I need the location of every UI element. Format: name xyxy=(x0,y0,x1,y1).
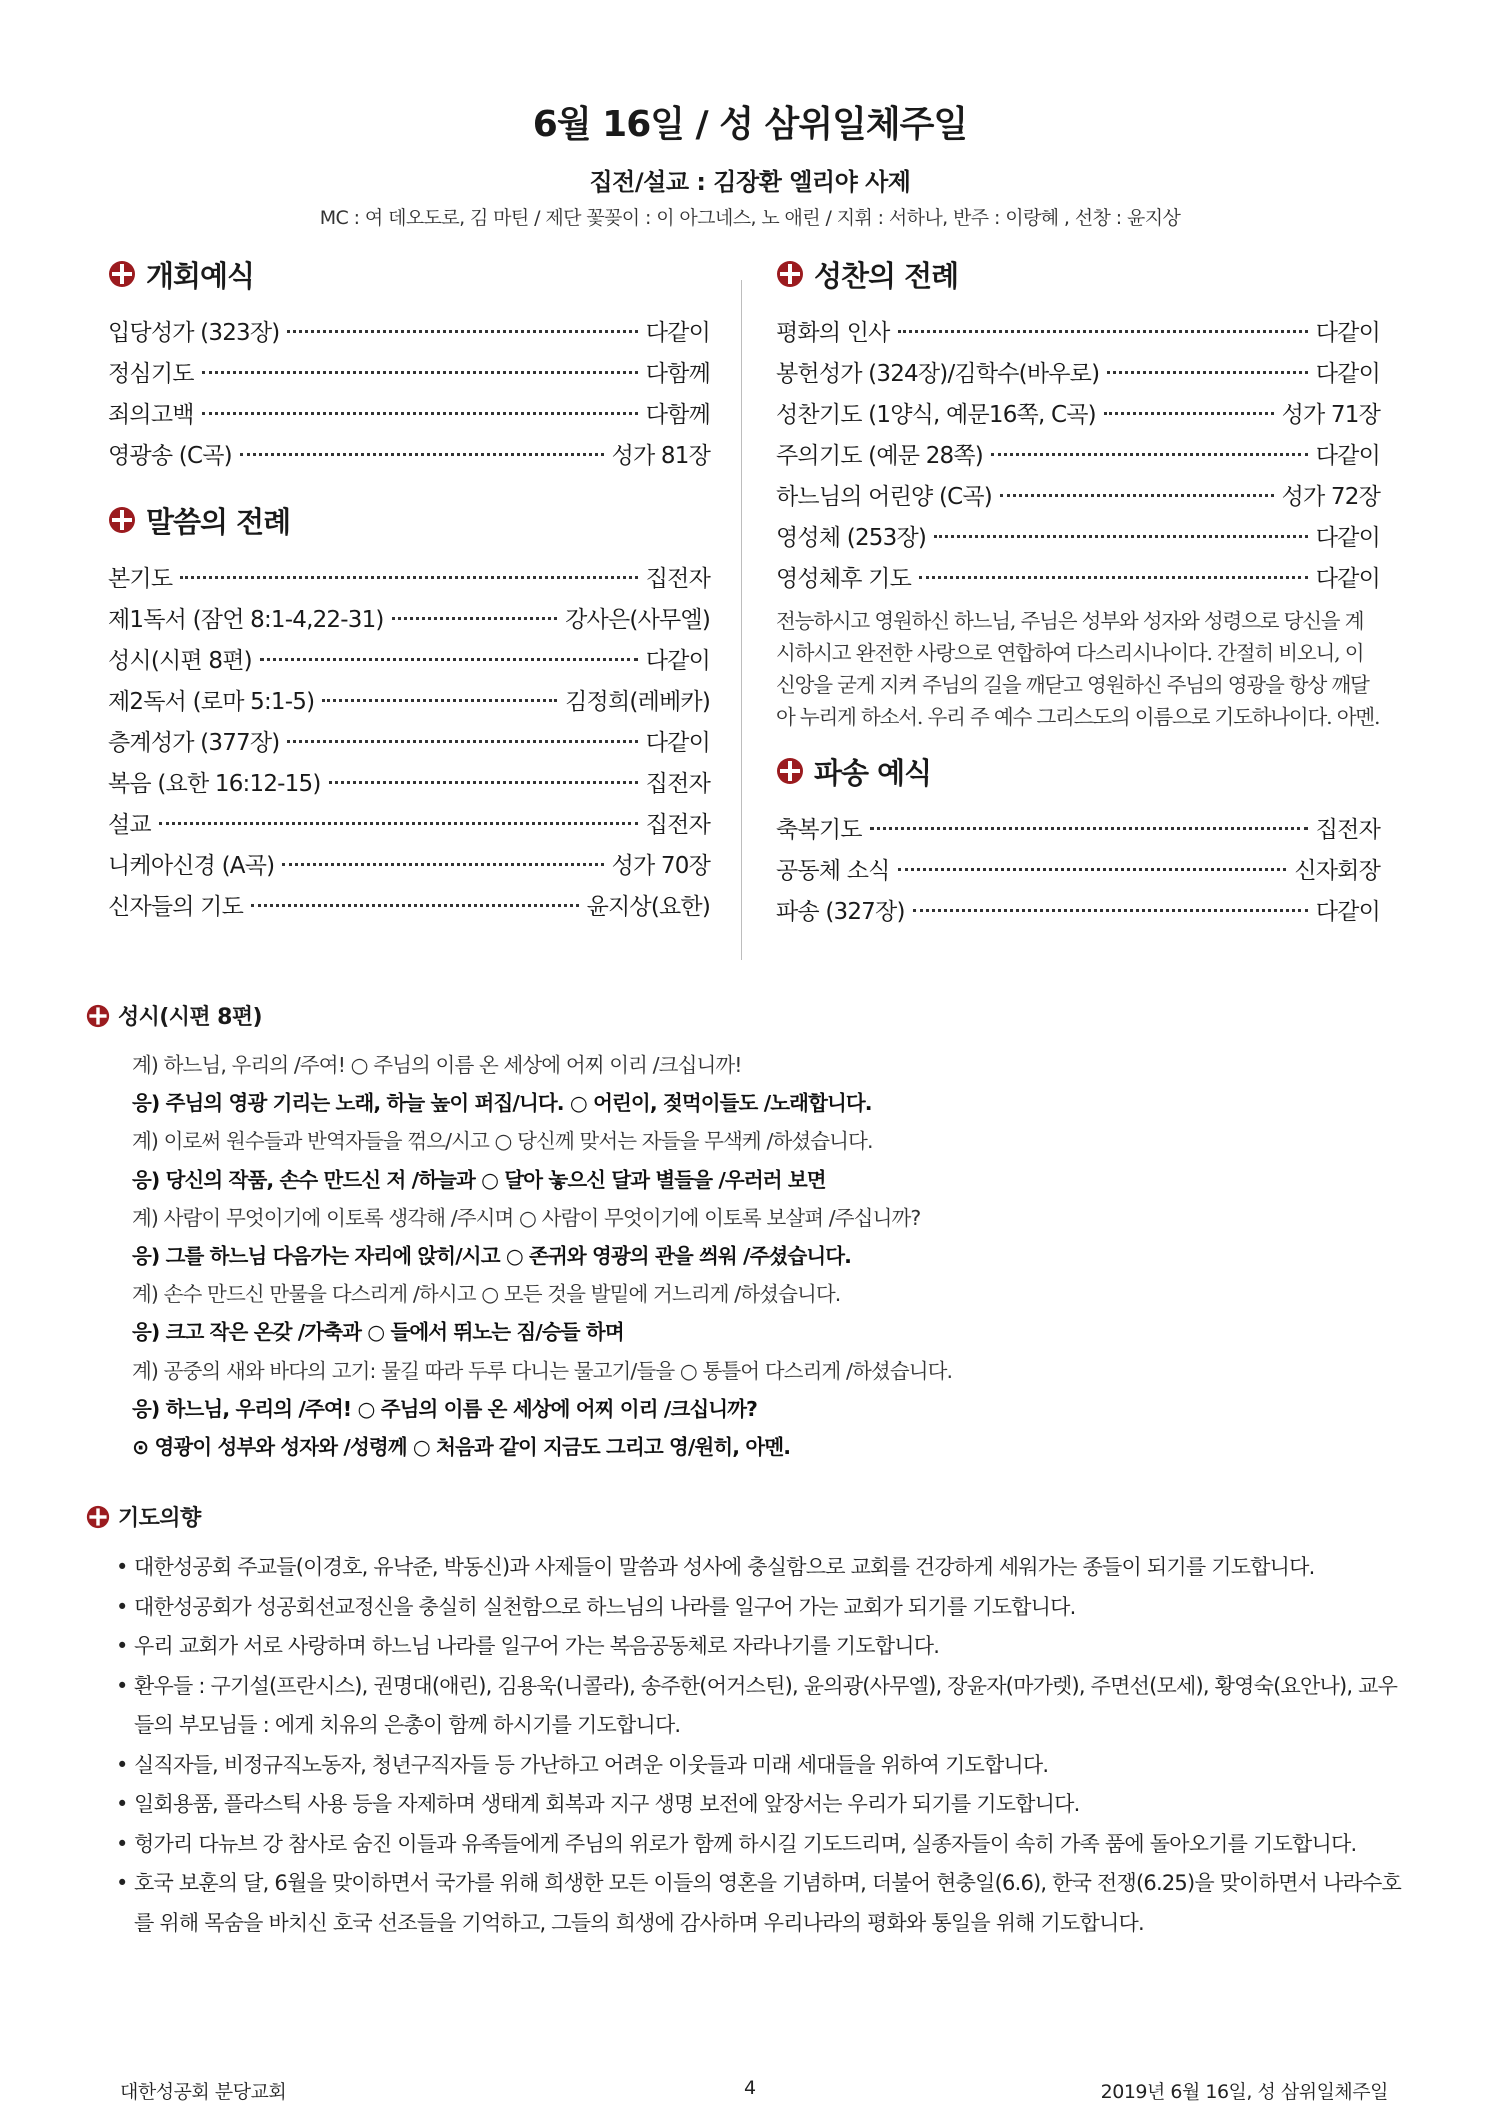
bullet-icon: • xyxy=(116,1792,128,1816)
intention-item xyxy=(116,1667,1406,1746)
bullet-icon: • xyxy=(116,1555,128,1579)
psalm-header xyxy=(86,1000,262,1031)
intention-text: 호국 보훈의 달, 6월을 맞이하면서 국가를 위해 희생한 모든 이들의 영혼을 기념하며, 더불어 현충일(6.6), 한국 전쟁(6.25)을 맞이하면서 나라수호를 위해 목숨을 바치신 호국 선조들을 기억하고, 그들의 희생에 감사하며 우리나라의 평화와 통일을 위해 기도합니다. xyxy=(134,1871,1401,1935)
footer-date: 2019년 6월 16일, 성 삼위일체주일 xyxy=(1100,2081,1388,2103)
order-item-leader: 다같이 xyxy=(1315,566,1380,592)
intentions-list xyxy=(116,1548,1406,1943)
dot-leader xyxy=(282,863,603,866)
order-item-leader: 다같이 xyxy=(1315,361,1380,387)
order-item-label: 공동체 소식 xyxy=(776,858,890,884)
section-eucharist-header xyxy=(776,250,1380,298)
order-item-label: 본기도 xyxy=(108,566,173,592)
cross-icon xyxy=(776,260,804,288)
intention-text: 환우들 : 구기설(프란시스), 권명대(애린), 김용욱(니콜라), 송주한(어거스틴), 윤의광(사무엘), 장윤자(마가렛), 주면선(모세), 황영숙(요안나), 교우들의 부모님들 : 에게 치유의 은총이 함께 하시기를 기도합니다. xyxy=(134,1673,1398,1737)
intention-text: 대한성공회가 성공회선교정신을 충실히 실천함으로 하느님의 나라를 일구어 가는 교회가 되기를 기도합니다. xyxy=(134,1594,1076,1619)
order-row xyxy=(108,355,710,396)
order-row xyxy=(776,396,1380,437)
psalm-text xyxy=(132,1048,1392,1468)
order-item-label: 층계성가 (377장) xyxy=(108,730,280,756)
order-row xyxy=(108,396,710,437)
dot-leader xyxy=(180,576,637,579)
post-communion-prayer: 전능하시고 영원하신 하느님, 주님은 성부와 성자와 성령으로 당신을 계시하시고 완전한 사랑으로 연합하여 다스리시나이다. 간절히 비오니, 이 신앙을 굳게 지켜 주님의 길을 깨닫고 영원하신 주님의 영광을 항상 깨달아 누리게 하소서. 우리 주 예수 그리스도의 이름으로 기도하나이다. 아멘. xyxy=(776,609,1380,729)
order-item-label: 하느님의 어린양 (C곡) xyxy=(776,484,992,510)
order-row xyxy=(108,314,710,355)
bullet-icon: • xyxy=(116,1871,128,1895)
order-item-leader: 성가 70장 xyxy=(611,853,710,879)
order-item-leader: 다같이 xyxy=(1315,443,1380,469)
dot-leader xyxy=(240,453,604,456)
section-title: 개회예식 xyxy=(146,258,255,293)
bullet-icon: • xyxy=(116,1673,128,1698)
dot-leader xyxy=(329,781,638,784)
order-row xyxy=(108,683,710,724)
intention-item xyxy=(116,1627,1406,1667)
cross-icon xyxy=(86,1004,110,1028)
order-item-leader: 성가 81장 xyxy=(611,443,710,469)
order-item-label: 성시(시편 8편) xyxy=(108,648,252,674)
intention-item xyxy=(116,1864,1406,1943)
order-item-leader: 다함께 xyxy=(645,361,710,387)
dot-leader xyxy=(898,330,1308,333)
order-item-leader: 신자회장 xyxy=(1294,858,1380,884)
intention-item xyxy=(116,1588,1406,1628)
psalm-leader-line: 계) 하느님, 우리의 /주여! ○ 주님의 이름 온 세상에 어찌 이리 /크십니까! xyxy=(132,1053,742,1077)
order-item-leader: 집전자 xyxy=(645,771,710,797)
left-column xyxy=(108,250,710,929)
order-item-label: 봉헌성가 (324장)/김학수(바우로) xyxy=(776,361,1100,387)
order-item-leader: 집전자 xyxy=(645,566,710,592)
dot-leader xyxy=(260,658,638,661)
order-item-label: 영성체후 기도 xyxy=(776,566,912,592)
dot-leader xyxy=(919,576,1308,579)
order-item-label: 신자들의 기도 xyxy=(108,894,244,920)
order-item-label: 파송 (327장) xyxy=(776,899,905,925)
psalm-response-line: ⊙ 영광이 성부와 성자와 /성령께 ○ 처음과 같이 지금도 그리고 영/원히, 아멘. xyxy=(132,1434,791,1459)
dot-leader xyxy=(251,904,579,907)
psalm-leader-line: 계) 공중의 새와 바다의 고기: 물길 따라 두루 다니는 물고기/들을 ○ 통틀어 다스리게 /하셨습니다. xyxy=(132,1358,953,1383)
officiant-line: 집전/설교 : 김장환 엘리야 사제 xyxy=(589,168,911,196)
order-row xyxy=(776,437,1380,478)
intention-text: 헝가리 다뉴브 강 참사로 숨진 이들과 유족들에게 주님의 위로가 함께 하시길 기도드리며, 실종자들이 속히 가족 품에 돌아오기를 기도합니다. xyxy=(134,1831,1357,1856)
order-row xyxy=(108,888,710,929)
intention-item xyxy=(116,1746,1406,1786)
order-item-leader: 다같이 xyxy=(1315,899,1380,925)
order-item-leader: 다같이 xyxy=(1315,525,1380,551)
dot-leader xyxy=(991,453,1308,456)
order-item-label: 제2독서 (로마 5:1-5) xyxy=(108,689,315,715)
order-row xyxy=(108,806,710,847)
order-row xyxy=(108,560,710,601)
order-row xyxy=(776,478,1380,519)
intention-item xyxy=(116,1548,1406,1588)
order-row xyxy=(108,724,710,765)
cross-icon xyxy=(108,260,136,288)
dot-leader xyxy=(202,371,638,374)
cross-icon xyxy=(86,1505,110,1529)
order-row xyxy=(776,560,1380,601)
section-word-header xyxy=(108,496,710,544)
section-dismissal-header xyxy=(776,747,1380,795)
order-item-leader: 윤지상(요한) xyxy=(586,894,710,920)
dot-leader xyxy=(1104,412,1274,415)
order-item-label: 복음 (요한 16:12-15) xyxy=(108,771,321,797)
intention-text: 대한성공회 주교들(이경호, 유낙준, 박동신)과 사제들이 말씀과 성사에 충실함으로 교회를 건강하게 세워가는 종들이 되기를 기도합니다. xyxy=(134,1555,1315,1579)
intention-text: 실직자들, 비정규직노동자, 청년구직자들 등 가난하고 어려운 이웃들과 미래 세대들을 위하여 기도합니다. xyxy=(134,1752,1049,1777)
order-item-leader: 다같이 xyxy=(645,730,710,756)
order-item-leader: 김정희(레베카) xyxy=(565,689,710,715)
dot-leader xyxy=(1107,371,1307,374)
order-item-label: 설교 xyxy=(108,812,151,838)
order-row xyxy=(108,765,710,806)
order-item-label: 죄의고백 xyxy=(108,402,194,428)
order-item-label: 주의기도 (예문 28쪽) xyxy=(776,443,983,469)
page-title: 6월 16일 / 성 삼위일체주일 xyxy=(532,104,968,145)
footer-church: 대한성공회 분당교회 xyxy=(120,2081,287,2103)
psalm-title: 성시(시편 8편) xyxy=(118,1005,262,1030)
order-row xyxy=(776,314,1380,355)
bullet-icon: • xyxy=(116,1752,128,1777)
intentions-header xyxy=(86,1501,201,1532)
psalm-leader-line: 계) 사람이 무엇이기에 이토록 생각해 /주시며 ○ 사람이 무엇이기에 이토록 보살펴 /주십니까? xyxy=(132,1205,921,1230)
dot-leader xyxy=(934,535,1308,538)
order-item-label: 정심기도 xyxy=(108,361,194,387)
psalm-leader-line: 계) 손수 만드신 만물을 다스리게 /하시고 ○ 모든 것을 발밑에 거느리게 /하셨습니다. xyxy=(132,1282,841,1307)
dot-leader xyxy=(898,868,1287,871)
section-opening-header xyxy=(108,250,710,298)
order-item-label: 영광송 (C곡) xyxy=(108,443,232,469)
bullet-icon: • xyxy=(116,1634,128,1658)
dot-leader xyxy=(1000,494,1274,497)
order-item-label: 축복기도 xyxy=(776,817,862,843)
order-item-leader: 다함께 xyxy=(645,402,710,428)
order-row xyxy=(776,852,1380,893)
order-item-leader: 성가 71장 xyxy=(1281,402,1380,428)
order-row xyxy=(108,642,710,683)
dot-leader xyxy=(322,699,557,702)
psalm-response-line: 응) 크고 작은 온갖 /가축과 ○ 들에서 뛰노는 짐/승들 하며 xyxy=(132,1320,624,1345)
order-item-leader: 다같이 xyxy=(645,320,710,346)
psalm-response-line: 응) 하느님, 우리의 /주여! ○ 주님의 이름 온 세상에 어찌 이리 /크십니까? xyxy=(132,1396,758,1421)
order-item-leader: 성가 72장 xyxy=(1281,484,1380,510)
order-row xyxy=(776,893,1380,934)
section-title: 파송 예식 xyxy=(814,755,932,790)
cross-icon xyxy=(776,757,804,785)
order-row xyxy=(776,811,1380,852)
eucharist-list xyxy=(776,314,1380,601)
bullet-icon: • xyxy=(116,1594,128,1619)
opening-list xyxy=(108,314,710,478)
cross-icon xyxy=(108,506,136,534)
order-row xyxy=(108,437,710,478)
order-item-label: 입당성가 (323장) xyxy=(108,320,280,346)
psalm-response-line: 응) 주님의 영광 기리는 노래, 하늘 높이 퍼집/니다. ○ 어린이, 젖먹이들도 /노래합니다. xyxy=(132,1091,872,1116)
section-title: 말씀의 전례 xyxy=(146,504,291,539)
order-item-label: 제1독서 (잠언 8:1-4,22-31) xyxy=(108,607,384,633)
dot-leader xyxy=(913,909,1308,912)
dot-leader xyxy=(287,740,637,743)
order-item-leader: 다같이 xyxy=(1315,320,1380,346)
intention-item xyxy=(116,1785,1406,1825)
column-divider xyxy=(741,280,742,960)
order-item-label: 평화의 인사 xyxy=(776,320,890,346)
right-column xyxy=(776,250,1380,934)
dismissal-list xyxy=(776,811,1380,934)
dot-leader xyxy=(392,617,558,620)
order-item-leader: 집전자 xyxy=(645,812,710,838)
order-row xyxy=(108,601,710,642)
psalm-response-line: 응) 그를 하느님 다음가는 자리에 앉히/시고 ○ 존귀와 영광의 관을 씌워 /주셨습니다. xyxy=(132,1243,852,1268)
intentions-title: 기도의향 xyxy=(118,1506,201,1531)
dot-leader xyxy=(287,330,637,333)
word-list xyxy=(108,560,710,929)
psalm-response-line: 응) 당신의 작품, 손수 만드신 저 /하늘과 ○ 달아 놓으신 달과 별들을 /우러러 보면 xyxy=(132,1167,826,1192)
dot-leader xyxy=(202,412,638,415)
order-row xyxy=(108,847,710,888)
psalm-leader-line: 계) 이로써 원수들과 반역자들을 꺾으/시고 ○ 당신께 맞서는 자들을 무색케 /하셨습니다. xyxy=(132,1129,873,1154)
intention-item xyxy=(116,1825,1406,1865)
order-item-leader: 집전자 xyxy=(1315,817,1380,843)
order-item-leader: 강사은(사무엘) xyxy=(565,607,710,633)
order-row xyxy=(776,355,1380,396)
dot-leader xyxy=(159,822,638,825)
bullet-icon: • xyxy=(116,1831,128,1856)
dot-leader xyxy=(870,827,1308,830)
footer-page-number: 4 xyxy=(744,2077,756,2099)
order-item-label: 성찬기도 (1양식, 예문16쪽, C곡) xyxy=(776,402,1096,428)
section-title: 성찬의 전례 xyxy=(814,258,959,293)
order-item-label: 니케아신경 (A곡) xyxy=(108,853,275,879)
credits-line: MC : 여 데오도로, 김 마틴 / 제단 꽃꽂이 : 이 아그네스, 노 애린 / 지휘 : 서하나, 반주 : 이랑혜 , 선창 : 윤지상 xyxy=(319,207,1181,229)
intention-text: 우리 교회가 서로 사랑하며 하느님 나라를 일구어 가는 복음공동체로 자라나기를 기도합니다. xyxy=(134,1634,940,1658)
order-row xyxy=(776,519,1380,560)
intention-text: 일회용품, 플라스틱 사용 등을 자제하며 생태계 회복과 지구 생명 보전에 앞장서는 우리가 되기를 기도합니다. xyxy=(134,1792,1080,1816)
order-item-label: 영성체 (253장) xyxy=(776,525,927,551)
order-item-leader: 다같이 xyxy=(645,648,710,674)
